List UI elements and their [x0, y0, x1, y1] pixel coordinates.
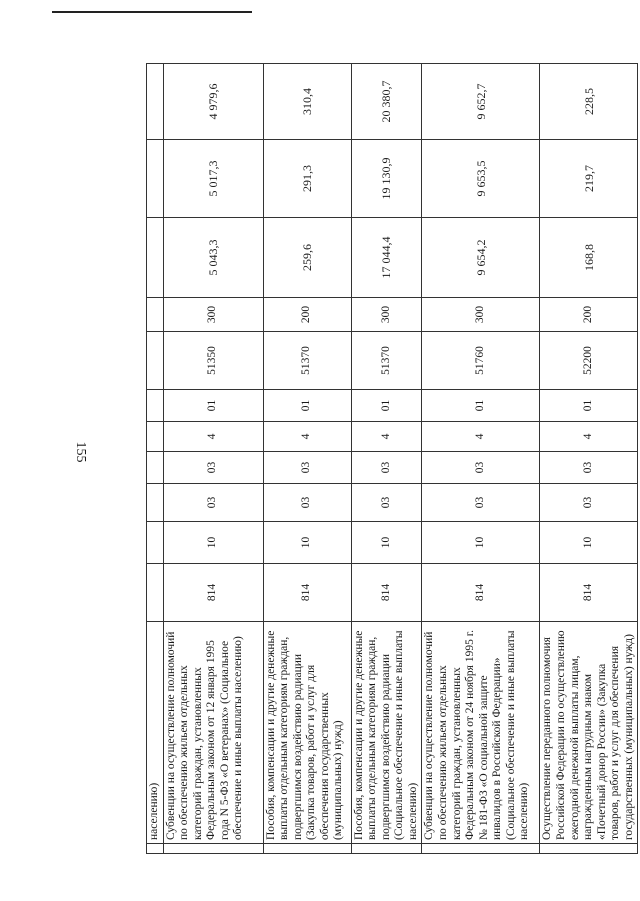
table-row: Пособия, компенсации и другие денежные выплаты отдельным категориям граждан, подвергшимся воздействию радиации (Закупка товаров, работ и услуг для обеспечения государственных (муниципальных) нужд) 814 10 03 03 4 01 51370 200 259,6 291,3 310,4 — [263, 64, 351, 854]
budget-table-rotated — [146, 64, 635, 854]
table-row: Субвенции на осуществление полномочий по обеспечению жильем отдельных категорий граждан, установленных Федеральным законом от 24 ноября 1995 г. № 181-ФЗ «О социальной защите инвалидов в Российской Федерации» (Социальное обеспечение и иные выплаты населению) 814 10 03 03 4 01 51760 300 9 654,2 9 653,5 9 652,7 — [422, 64, 540, 854]
budget-table — [146, 63, 638, 854]
continuation-row — [147, 64, 164, 854]
table-row: Осуществление переданного полномочия Российской Федерации по осуществлению ежегодной денежной выплаты лицам, награжденным нагрудным знаком «Почетный донор России» (Закупка товаров, работ и услуг для обеспечения государственных (муниципальных) нужд) 814 10 03 03 4 01 52200 200 168,8 219,7 228,5 — [540, 64, 638, 854]
table-row: Пособия, компенсации и другие денежные выплаты отдельным категориям граждан, подвергшимся воздействию радиации (Социальное обеспечение и иные выплаты населению) 814 10 03 03 4 01 51370 300 17 044,4 19 130,9 20 380,7 — [351, 64, 422, 854]
continuation-text: населению) — [147, 622, 164, 844]
top-rule — [52, 11, 252, 13]
page-number: 155 — [73, 441, 88, 463]
table-row: Субвенции на осуществление полномочий по обеспечению жильем отдельных категорий граждан, установленных Федеральным законом от 12 января 1995 года N 5-ФЗ «О ветеранах» (Социальное обеспечение и иные выплаты населению) 814 10 03 03 4 01 51350 300 5 043,3 5 017,3 4 979,6 — [163, 64, 263, 854]
